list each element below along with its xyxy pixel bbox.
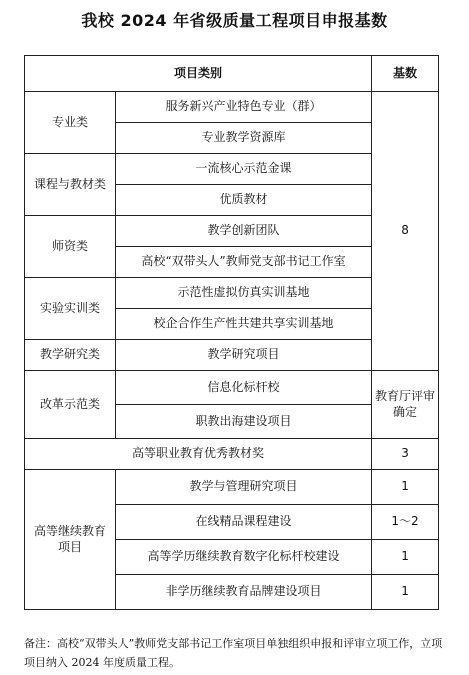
group-name: 实验实训类 — [25, 278, 116, 340]
item-name: 在线精品课程建设 — [116, 505, 372, 540]
item-name: 职教出海建设项目 — [116, 405, 372, 439]
item-name: 教学与管理研究项目 — [116, 470, 372, 505]
group-name: 改革示范类 — [25, 371, 116, 439]
item-name: 信息化标杆校 — [116, 371, 372, 405]
item-name: 教学创新团队 — [116, 216, 372, 247]
count-header: 基数 — [372, 56, 439, 92]
item-name: 示范性虚拟仿真实训基地 — [116, 278, 372, 309]
item-count: 1～2 — [372, 505, 439, 540]
page-title: 我校 2024 年省级质量工程项目申报基数 — [81, 11, 388, 30]
review-note: 教育厅评审确定 — [372, 371, 439, 439]
item-name: 服务新兴产业特色专业（群） — [116, 92, 372, 123]
item-name: 高等学历继续教育数字化标杆校建设 — [116, 540, 372, 575]
item-count: 1 — [372, 470, 439, 505]
quota-table — [24, 55, 439, 610]
item-name: 非学历继续教育品牌建设项目 — [116, 575, 372, 610]
group-name: 课程与教材类 — [25, 154, 116, 216]
group-name: 高等继续教育项目 — [25, 470, 116, 610]
group-name: 专业类 — [25, 92, 116, 154]
award-count: 3 — [372, 439, 439, 470]
category-header: 项目类别 — [25, 56, 372, 92]
footnote: 备注：高校“双带头人”教师党支部书记工作室项目单独组织申报和评审立项工作，立项项目纳入 2024 年度质量工程。 — [24, 637, 443, 669]
group-name: 师资类 — [25, 216, 116, 278]
table-header-row — [25, 56, 439, 92]
table-row — [25, 439, 439, 470]
item-name: 校企合作生产性共建共享实训基地 — [116, 309, 372, 340]
table-row — [25, 92, 439, 123]
item-name: 教学研究项目 — [116, 340, 372, 371]
item-name: 一流核心示范金课 — [116, 154, 372, 185]
award-name: 高等职业教育优秀教材奖 — [25, 439, 372, 470]
item-count: 1 — [372, 575, 439, 610]
item-name: 高校“双带头人”教师党支部书记工作室 — [116, 247, 372, 278]
table-row — [25, 470, 439, 505]
item-name: 专业教学资源库 — [116, 123, 372, 154]
shared-count: 8 — [372, 92, 439, 371]
group-name: 教学研究类 — [25, 340, 116, 371]
item-name: 优质教材 — [116, 185, 372, 216]
item-count: 1 — [372, 540, 439, 575]
table-row — [25, 371, 439, 405]
